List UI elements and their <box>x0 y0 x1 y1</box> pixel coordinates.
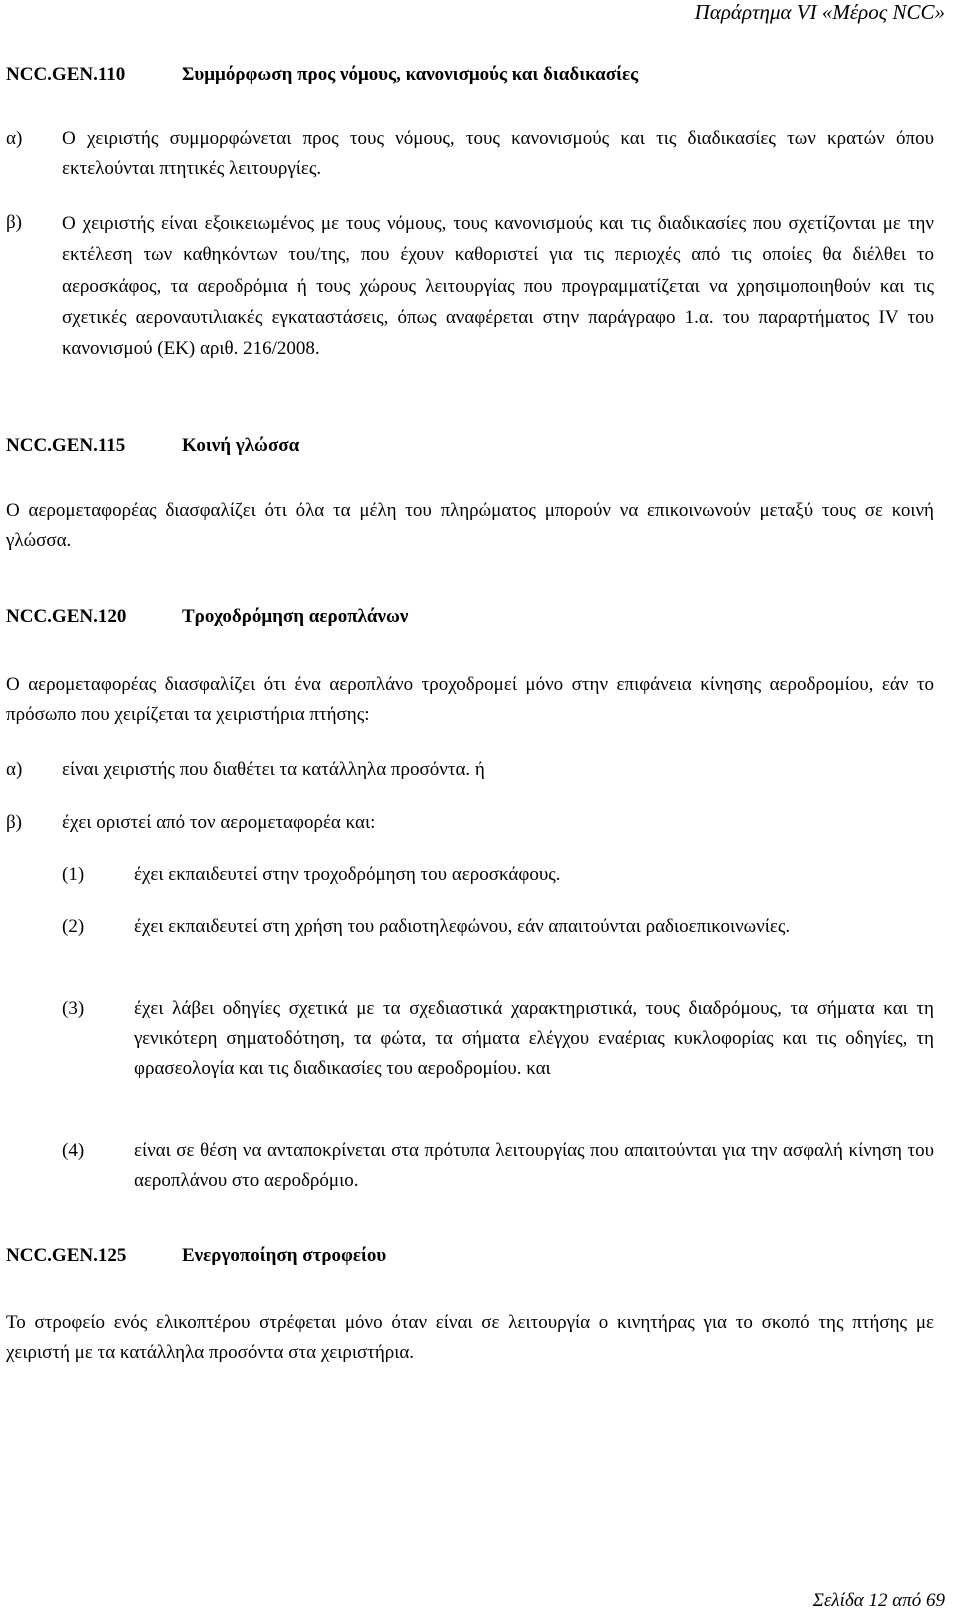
section-heading-gen125 <box>6 1241 386 1271</box>
section-title: Ενεργοποίηση στροφείου <box>182 1245 387 1266</box>
item-text: είναι χειριστής που διαθέτει τα κατάλληλα προσόντα. ή <box>62 759 485 780</box>
item-label: β) <box>6 812 22 833</box>
item-label: α) <box>6 128 23 149</box>
section-body: Ο αερομεταφορέας διασφαλίζει ότι ένα αεροπλάνο τροχοδρομεί μόνο στην επιφάνεια κίνησης αεροδρομίου, εάν το πρόσωπο που χειρίζεται τα χειριστήρια πτήσης: <box>6 674 934 725</box>
section-body: Ο αερομεταφορέας διασφαλίζει ότι όλα τα μέλη του πληρώματος μπορούν να επικοινωνούν μεταξύ τους σε κοινή γλώσσα. <box>6 500 934 551</box>
subitem-label: (2) <box>62 916 85 937</box>
section-title: Τροχοδρόμηση αεροπλάνων <box>182 606 409 627</box>
subitem-label: (1) <box>62 864 85 885</box>
item-text: έχει οριστεί από τον αερομεταφορέα και: <box>62 812 376 833</box>
section-heading-gen115 <box>6 431 299 461</box>
subitem-label: (3) <box>62 998 85 1019</box>
subitem-text: έχει λάβει οδηγίες σχετικά με τα σχεδιαστικά χαρακτηριστικά, τους διαδρόμους, τα σήματα και τη γενικότερη σηματοδότηση, τα φώτα, τα σήματα ελέγχου εναέριας κυκλοφορίας και τις οδηγίες, τη φρασεολογία και τις διαδικασίες του αεροδρομίου. και <box>134 998 934 1079</box>
section-heading-gen110 <box>6 60 638 90</box>
section-body: Το στροφείο ενός ελικοπτέρου στρέφεται μόνο όταν είναι σε λειτουργία ο κινητήρας για το σκοπό της πτήσης με χειριστή με τα κατάλληλα προσόντα στα χειριστήρια. <box>6 1312 934 1363</box>
subitem-text: είναι σε θέση να ανταποκρίνεται στα πρότυπα λειτουργίας που απαιτούνται για την ασφαλή κίνηση του αεροπλάνου στο αεροδρόμιο. <box>134 1140 934 1191</box>
page-footer: Σελίδα 12 από 69 <box>812 1590 945 1611</box>
section-title: Κοινή γλώσσα <box>182 435 300 456</box>
item-text: Ο χειριστής συμμορφώνεται προς τους νόμους, τους κανονισμούς και τις διαδικασίες των κρατών όπου εκτελούνται πτητικές λειτουργίες. <box>62 128 934 179</box>
subitem-text: έχει εκπαιδευτεί στην τροχοδρόμηση του αεροσκάφους. <box>134 864 561 885</box>
subitem-text: έχει εκπαιδευτεί στη χρήση του ραδιοτηλεφώνου, εάν απαιτούνται ραδιοεπικοινωνίες. <box>134 916 791 937</box>
item-text: Ο χειριστής είναι εξοικειωμένος με τους νόμους, τους κανονισμούς και τις διαδικασίες που σχετίζονται με την εκτέλεση των καθηκόντων του/της, που έχουν καθοριστεί για τις περιοχές από τις οποίες θα διέλθει το αεροσκάφος, τα αεροδρόμια ή τους χώρους λειτουργίας που προγραμματίζεται να χρησιμοποιηθούν και τις σχετικές αεροναυτιλιακές εγκαταστάσεις, όπως αναφέρεται στην παράγραφο 1.α. του παραρτήματος IV του κανονισμού (ΕΚ) αριθ. 216/2008. <box>62 213 934 360</box>
section-code: NCC.GEN.120 <box>6 606 127 627</box>
item-label: α) <box>6 759 23 780</box>
section-title: Συμμόρφωση προς νόμους, κανονισμούς και διαδικασίες <box>182 64 639 85</box>
section-code: NCC.GEN.115 <box>6 435 126 456</box>
section-code: NCC.GEN.110 <box>6 64 126 85</box>
page-header: Παράρτημα VI «Μέρος NCC» <box>694 0 945 24</box>
section-code: NCC.GEN.125 <box>6 1245 127 1266</box>
section-heading-gen120 <box>6 602 408 632</box>
item-label: β) <box>6 212 22 233</box>
subitem-label: (4) <box>62 1140 85 1161</box>
